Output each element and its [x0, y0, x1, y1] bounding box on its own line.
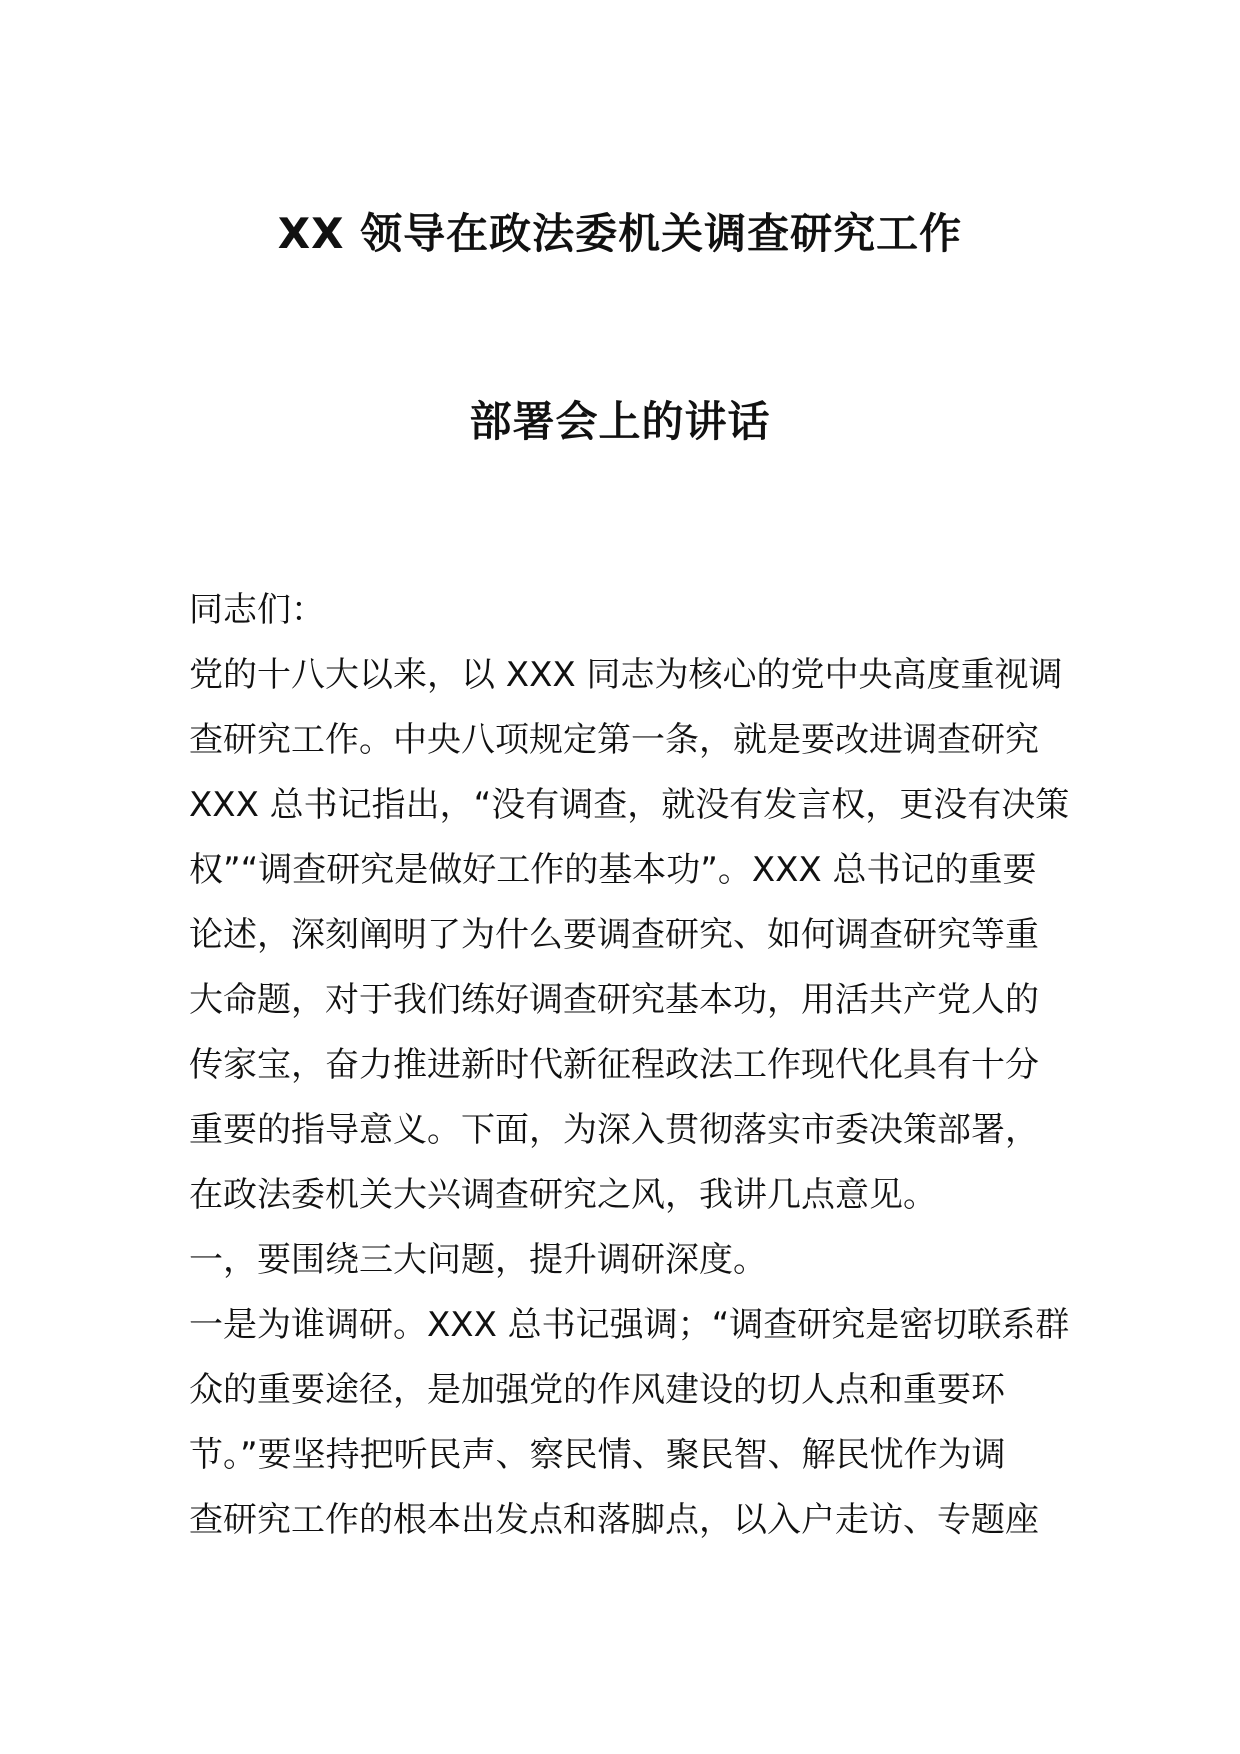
document-body [189, 578, 1089, 1553]
document-title-line-1: XX 领导在政法委机关调查研究工作 [277, 209, 963, 258]
body-line: 权”“调查研究是做好工作的基本功”。XXX 总书记的重要 [189, 850, 1037, 890]
document-title-line-2: 部署会上的讲话 [469, 397, 771, 446]
body-line: 查研究工作的根本出发点和落脚点，以入户走访、专题座 [189, 1500, 1039, 1540]
body-line: 重要的指导意义。下面，为深入贯彻落实市委决策部署， [189, 1110, 1039, 1150]
body-line: 节。”要坚持把听民声、察民情、聚民智、解民忧作为调 [189, 1435, 1006, 1475]
body-line: 一是为谁调研。XXX 总书记强调；“调查研究是密切联系群 [189, 1305, 1070, 1345]
body-line: 在政法委机关大兴调查研究之风，我讲几点意见。 [189, 1175, 937, 1215]
body-line: 大命题，对于我们练好调查研究基本功，用活共产党人的 [189, 980, 1039, 1020]
body-line: 论述，深刻阐明了为什么要调查研究、如何调查研究等重 [189, 915, 1039, 955]
body-line: 查研究工作。中央八项规定第一条，就是要改进调查研究 [189, 720, 1039, 760]
salutation: 同志们： [189, 590, 325, 630]
body-line: 传家宝，奋力推进新时代新征程政法工作现代化具有十分 [189, 1045, 1039, 1085]
body-line: 众的重要途径，是加强党的作风建设的切人点和重要环 [189, 1370, 1005, 1410]
body-line: XXX 总书记指出，“没有调查，就没有发言权，更没有决策 [189, 785, 1070, 825]
section-heading: 一，要围绕三大问题，提升调研深度。 [189, 1240, 767, 1280]
body-line: 党的十八大以来，以 XXX 同志为核心的党中央高度重视调 [189, 655, 1063, 695]
